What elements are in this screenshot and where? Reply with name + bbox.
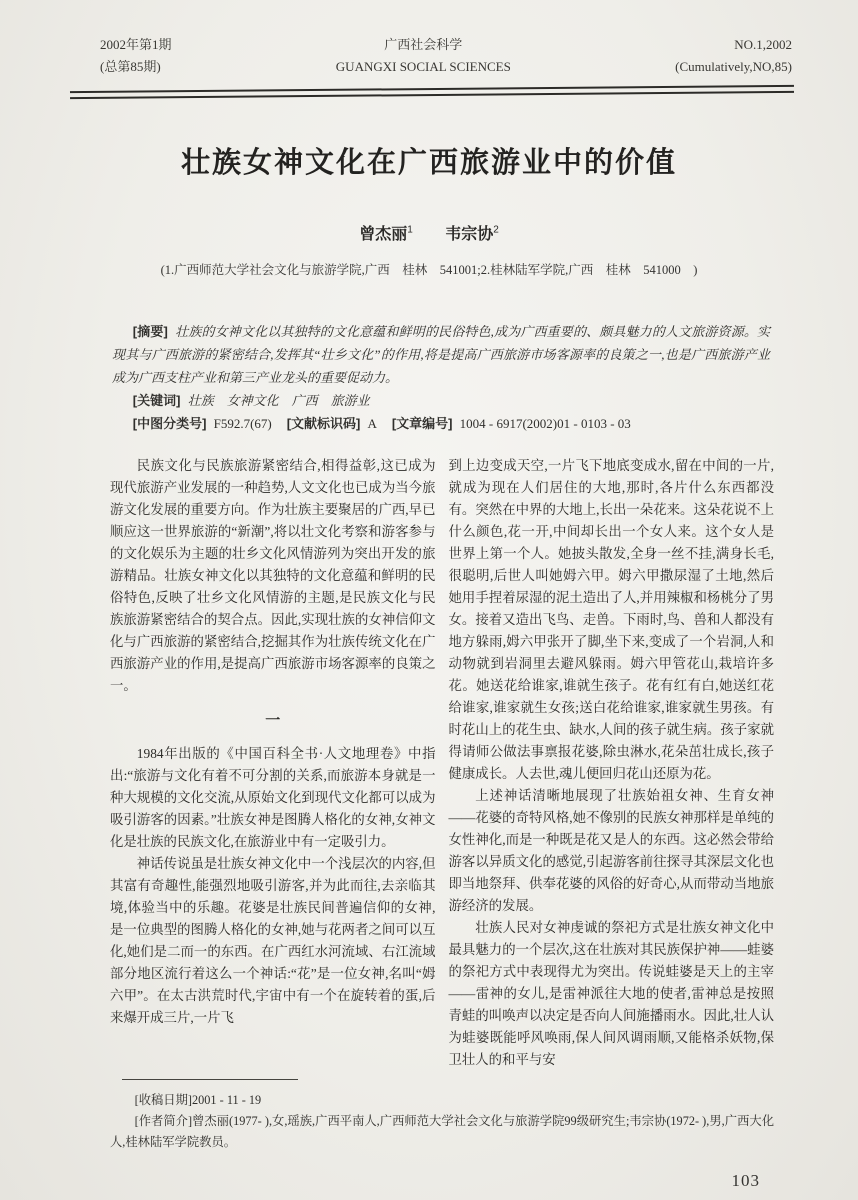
header-issue-cn (100, 34, 172, 78)
abstract-text: 壮族的女神文化以其独特的文化意蕴和鲜明的民俗特色,成为广西重要的、颇具魅力的人文旅游资源。实现其与广西旅游的紧密结合,发挥其“壮乡文化”的作用,将是提高广西旅游市场客源率的良策之一,也是广西旅游产业成为广西支柱产业和第三产业龙头的重要促动力。 (112, 324, 770, 385)
author-1-name: 曾杰丽 (359, 226, 408, 243)
article-id-value: 1004 - 6917(2002)01 - 0103 - 03 (459, 416, 631, 431)
footnote-received-date (110, 1090, 774, 1111)
classification-line (112, 412, 770, 435)
issue-cumulative-en: (Cumulatively,NO,85) (675, 59, 792, 74)
abstract-paragraph (112, 320, 770, 389)
clc-label: [中图分类号] (132, 416, 207, 431)
footnote-separator-rule (122, 1079, 298, 1080)
right-column (449, 455, 775, 1071)
journal-header (0, 0, 858, 78)
author-1-affiliation-mark: 1 (407, 224, 413, 236)
issue-cumulative-cn: (总第85期) (100, 59, 161, 74)
header-issue-en (675, 34, 792, 78)
footnote-block (110, 1079, 774, 1153)
abstract-block (112, 320, 770, 435)
body-paragraph-encyclopedia: 1984年出版的《中国百科全书·人文地理卷》中指出:“旅游与文化有着不可分割的关系,而旅游本身就是一种大规模的文化交流,从原始文化到现代文化都可以成为吸引游客的因素。”壮族女神是图腾人格化的女神,女神文化是壮族的民族文化,在旅游业中有一定吸引力。 (110, 746, 436, 849)
body-paragraph-flower-goddess: 上述神话清晰地展现了壮族始祖女神、生育女神——花婆的奇特风格,她不像别的民族女神那样是单纯的女性神化,而是一种既是花又是人的东西。这必然会带给游客以异质文化的感觉,引起游客前往探寻其深层文化也即当地祭拜、供奉花婆的风俗的好奇心,从而带动当地旅游经济的发展。 (448, 788, 774, 913)
author-2-name: 韦宗协 (445, 226, 494, 243)
received-date-label: [收稿日期] (134, 1093, 192, 1107)
page-number: 103 (731, 1171, 760, 1190)
body-paragraph-myth-start: 神话传说虽是壮族女神文化中一个浅层次的内容,但其富有奇趣性,能强烈地吸引游客,并为此而往,去亲临其境,体验当中的乐趣。花婆是壮族民间普遍信仰的女神,是一位典型的图腾人格化的女神,她与花两者之间可以互化,她们是二而一的东西。在广西红水河流域、右江流域部分地区流行着这么一个神话:“花”是一位女神,名叫“姆六甲”。在太古洪荒时代,宇宙中有一个在旋转着的蛋,后来爆开成三片,一片飞 (110, 856, 436, 1025)
body-paragraph-myth-continued: 到上边变成天空,一片飞下地底变成水,留在中间的一片,就成为现在人们居住的大地,那时,各片什么东西都没有。突然在中界的大地上,长出一朵花来。这朵花说不上什么颜色,花一开,中间却长出一个女人来。这个女人是世界上第一个人。她披头散发,全身一丝不挂,满身长毛,很聪明,后世人叫她姆六甲。姆六甲撒尿湿了土地,然后她用手捏着尿湿的泥土造出了人,并用辣椒和杨桃分了男女。接着又造出飞鸟、走兽。下雨时,鸟、兽和人都没有地方躲雨,姆六甲张开了脚,坐下来,变成了一个岩洞,人和动物就到岩洞里去避风躲雨。姆六甲管花山,栽培许多花。她送花给谁家,谁就生孩子。花有红有白,她送红花给谁家,谁家就生女孩;送白花给谁家,谁家就生男孩。有时花山上的花生虫、缺水,人间的孩子就生病。孩子家就得请师公做法事禀报花婆,除虫淋水,花朵茁壮成长,孩子健康成长。人去世,魂儿便回归花山还原为花。 (448, 458, 774, 781)
left-column (110, 455, 436, 1071)
journal-title-cn: 广西社会科学 (384, 37, 463, 52)
article-title: 壮族女神文化在广西旅游业中的价值 (180, 147, 677, 179)
keywords-text: 壮族 女神文化 广西 旅游业 (187, 393, 370, 408)
header-journal-title (336, 34, 511, 78)
author-2 (445, 226, 499, 243)
author-1 (359, 226, 413, 243)
article-id-label: [文章编号] (391, 416, 453, 431)
section-divider-one: 一 (265, 712, 281, 729)
author-line (0, 221, 858, 244)
doc-code-value: A (367, 416, 377, 431)
author-bio-text: 曾杰丽(1977- ),女,瑶族,广西平南人,广西师范大学社会文化与旅游学院99级研究生;韦宗协(1972- ),男,广西大化人,桂林陆军学院教员。 (110, 1114, 774, 1149)
journal-title-en: GUANGXI SOCIAL SCIENCES (335, 59, 511, 74)
footnote-author-bio (110, 1111, 774, 1153)
body-paragraph-intro: 民族文化与民族旅游紧密结合,相得益彰,这已成为现代旅游产业发展的一种趋势,人文文化也已成为当今旅游文化发展的重要方向。作为壮族主要聚居的广西,早已顺应这一世界旅游的“新潮”,将以壮文化考察和游客参与的文化娱乐为主题的壮乡文化风情游列为突出开发的旅游精品。壮族女神文化以其独特的文化意蕴和鲜明的民俗特色,反映了壮乡文化风情游的主题,是民族文化与民族旅游紧密结合的契合点。因此,实现壮族的女神信仰文化与广西旅游的紧密结合,挖掘其作为壮族传统文化在广西旅游产业的作用,是提高广西旅游市场客源率的良策之一。 (110, 458, 436, 693)
header-double-rule (70, 85, 794, 99)
body-paragraph-frog-goddess: 壮族人民对女神虔诚的祭祀方式是壮族女神文化中最具魅力的一个层次,这在壮族对其民族保护神——蛙婆的祭祀方式中表现得尤为突出。传说蛙婆是天上的主宰——雷神的女儿,是雷神派往大地的使者,雷神总是按照青蛙的叫唤声以决定是否向人间施播雨水。因此,壮人认为蛙婆既能呼风唤雨,保人间风调雨顺,又能格杀妖物,保卫壮人的和平与安 (448, 920, 774, 1067)
issue-number-cn: 2002年第1期 (100, 37, 172, 52)
doc-code-label: [文献标识码] (286, 416, 361, 431)
author-bio-label: [作者简介] (134, 1114, 193, 1128)
issue-number-en: NO.1,2002 (734, 37, 792, 52)
keywords-label: [关键词] (132, 393, 181, 408)
affiliation-line: (1.广西师范大学社会文化与旅游学院,广西 桂林 541001;2.桂林陆军学院,广西 桂林 541000 ) (160, 263, 698, 277)
keywords-line (112, 389, 770, 412)
abstract-label: [摘要] (132, 324, 168, 339)
received-date-value: 2001 - 11 - 19 (191, 1093, 262, 1107)
article-body (110, 455, 774, 1071)
author-2-affiliation-mark: 2 (493, 224, 499, 236)
clc-value: F592.7(67) (213, 416, 272, 431)
